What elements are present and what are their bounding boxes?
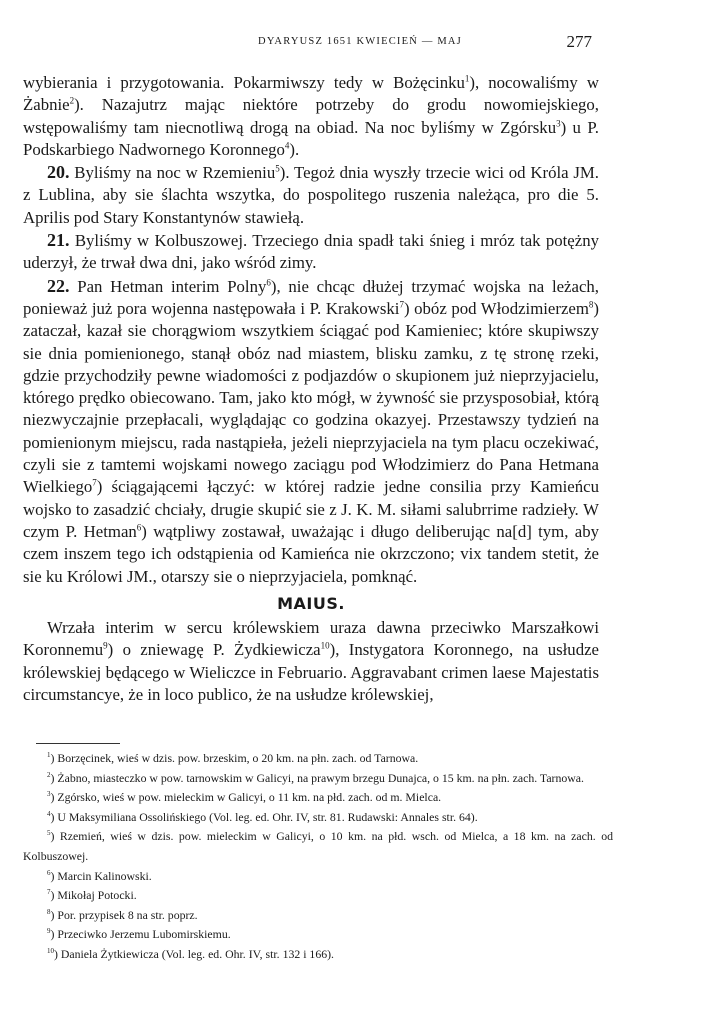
entry-date: 20.: [47, 162, 70, 183]
footnote-number: 6: [47, 868, 51, 877]
footnote-number: 10: [47, 947, 54, 956]
footnote-text: ) Daniela Żytkiewicza (Vol. leg. ed. Ohr. IV, str. 132 i 166).: [54, 946, 335, 961]
paragraph: [23, 275, 599, 588]
footnote-number: 5: [47, 829, 51, 838]
text-run: ) o zniewagę P. Żydkiewicza: [107, 640, 321, 660]
footnote-number: 1: [47, 751, 51, 760]
paragraph: [23, 617, 599, 706]
text-run: ). Nazajutrz mając niektóre potrzeby do grodu nowomiejskiego, wstępowaliśmy tam niecnotliwą drogą na obiad. Na noc byliśmy w Zgórsku: [23, 95, 599, 137]
footnote: [23, 808, 613, 828]
footnote: [23, 827, 613, 866]
running-head: [0, 34, 720, 54]
footnote: [23, 886, 613, 906]
page-number: 277: [566, 32, 592, 51]
entry-date: 22.: [47, 275, 70, 296]
footnote-number: 7: [47, 888, 51, 897]
section-heading: MAIUS.: [277, 593, 345, 613]
paragraph: [23, 229, 599, 275]
footnote-divider: [36, 743, 120, 744]
footnote: [23, 749, 613, 769]
text-run: ) zataczał, kazał sie chorągwiom wszytkiem ściągać pod Kamieniec; które skupiwszy sie dnia pomienionego, stanął obóz nad miastem, blisku zamku, z tę stronę rzeki, gdzie przychodziły pewne wiadomości z podjazdów o skupionem już nieprzyjacielu, którego prędko obiecowano. Tam, jako kto mógł, w żywność sie przysposobiał, którą niezwyczajnie przepłacali, wyglądając co godzina okazyej. Przestawszy tydzień na pomienionym miejscu, rada nastąpieła, jeżeli nieprzyjaciela na tym placu oczekiwać, czyli sie z tamtemi wojskami nowego zaciągu pod Włodzimierz do Pana Hetmana Wielkiego: [23, 298, 599, 497]
text-run: ), nie chcąc dłużej trzymać wojska na leżach, ponieważ już pora wojenna następowała i P. Krakowski: [23, 276, 599, 318]
footnote: [23, 925, 613, 945]
text-run: ) ściągającemi łączyć: w której radzie jedne consilia przy Kamieńcu wojsko to zasadzić chciały, drugie skupić sie z J. K. M. siłami salubrrime radziełу. W czym P. Hetman: [23, 477, 599, 541]
entry-date: 21.: [47, 230, 70, 251]
footnote-number: 2: [47, 770, 51, 779]
text-run: ). Tegoż dnia wyszły trzecie wici od Króla JM. z Lublina, aby sie ślachta wszytka, do pospolitego ruszenia należąca, pro die 5. Aprilis pod Stary Konstantynów stawiełą.: [23, 163, 600, 227]
footnote-text: ) Marcin Kalinowski.: [50, 868, 152, 883]
footnote-number: 4: [47, 809, 51, 818]
text-run: wybierania i przygotowania. Pokarmiwszy tedy w Bożęcinku: [23, 73, 465, 92]
text-run: ).: [289, 139, 300, 159]
footnote-text: ) Borzęcinek, wieś w dzis. pow. brzeskim, o 20 km. na płn. zach. od Tarnowa.: [50, 751, 419, 765]
footnote: [23, 945, 613, 965]
footnote-text: ) Przeciwko Jerzemu Lubomirskiemu.: [50, 927, 231, 942]
text-run: ), nocowaliśmy w Żabnie: [23, 73, 599, 115]
footnotes: [23, 749, 613, 965]
text-run: Byliśmy w Kolbuszowej. Trzeciego dnia spadł taki śnieg i mróz tak potężny uderzył, że trwał dwa dni, jako wśród zimy.: [23, 231, 599, 273]
footnote-ref: 7: [92, 477, 97, 488]
footnote-ref: 4: [284, 140, 290, 151]
footnote-ref: 2: [69, 95, 75, 106]
footnote-text: ) U Maksymiliana Ossolińskiego (Vol. leg. ed. Ohr. IV, str. 81. Rudawski: Annales str. 64).: [50, 809, 478, 824]
footnote-text: ) Rzemień, wieś w dzis. pow. mieleckim w Galicyi, o 10 km. na płd. wsch. od Mielca, a 18 km. na zach. od Kolbuszowej.: [23, 829, 613, 863]
footnote-text: ) Mikołaj Potocki.: [50, 888, 137, 903]
footnote-text: ) Żabno, miasteczko w pow. tarnowskim w Galicyi, na prawym brzegu Dunajca, o 15 km. na płn. zach. Tarnowa.: [50, 770, 584, 785]
paragraph: [23, 161, 599, 229]
footnote: [23, 867, 613, 887]
paragraph: [23, 72, 599, 161]
footnote-number: 9: [47, 927, 51, 936]
text-run: ) wątpliwy zostawał, uważając i długo deliberując na[d] tym, aby czem inszem tego ich odstąpienia od Kamieńca nie okrzczono; vix tandem stetit, że sie ku Królowi JM., otarszy sie o nieprzyjaciela, pomknąć.: [23, 521, 599, 586]
text-run: ), Instygatora Koronnego, na usłudze królewskiej będącego w Wieliczce in Februario. Aggravabant crimen laese Majestatis circumstancye, że in loco publico, że na usłudze królewskiej,: [23, 640, 599, 705]
footnote-ref: 1: [464, 73, 470, 84]
text-run: ) obóz pod Włodzimierzem: [403, 298, 589, 318]
footnote: [23, 769, 613, 789]
footnote-ref: 8: [588, 299, 594, 310]
text-run: Wrzała interim w sercu królewskiem uraza dawna przeciwko Marszałkowi Koronnemu: [23, 618, 599, 660]
footnote-ref: 7: [399, 299, 404, 310]
footnote-ref: 5: [275, 163, 280, 174]
footnote: [23, 788, 613, 808]
text-run: Pan Hetman interim Polny: [69, 276, 267, 296]
footnote-number: 3: [47, 790, 51, 799]
footnote-ref: 6: [266, 277, 271, 288]
text-run: Byliśmy na noc w Rzemieniu: [69, 163, 276, 183]
footnote-number: 8: [47, 907, 51, 916]
footnote-text: ) Zgórsko, wieś w pow. mieleckim w Galicyi, o 11 km. na płd. zach. od m. Mielca.: [50, 790, 442, 805]
footnote-ref: 9: [103, 640, 108, 651]
footnote-ref: 3: [556, 118, 561, 128]
footnote-ref: 10: [320, 640, 330, 651]
footnote-text: ) Por. przypisek 8 na str. poprz.: [50, 907, 198, 922]
running-head-title: DYARYUSZ 1651 KWIECIEŃ — MAJ: [258, 36, 462, 47]
text-run: ) u P. Podskarbiego Nadwornego Koronnego: [23, 117, 599, 159]
footnote: [23, 906, 613, 926]
main-text: [23, 72, 599, 706]
footnote-ref: 6: [136, 522, 142, 533]
